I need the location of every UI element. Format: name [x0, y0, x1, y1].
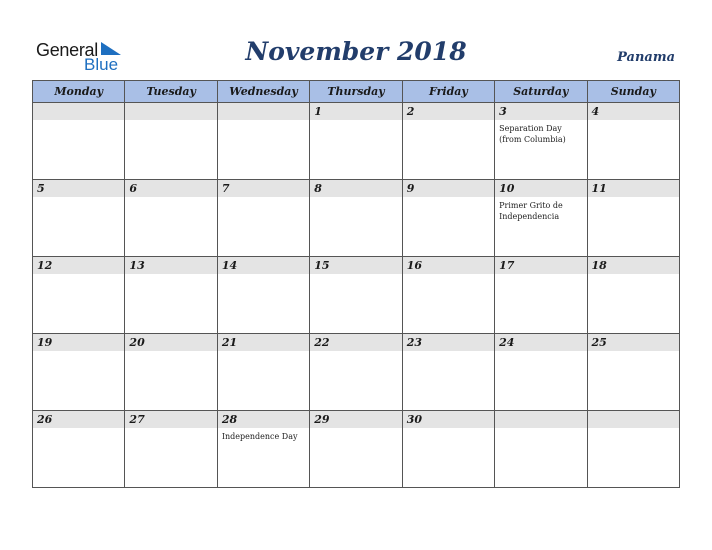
day-cell [217, 103, 309, 180]
day-number [588, 411, 679, 428]
day-number: 28 [218, 411, 309, 428]
day-number: 29 [310, 411, 401, 428]
day-number: 7 [218, 180, 309, 197]
day-number: 26 [33, 411, 124, 428]
day-number: 25 [588, 334, 679, 351]
week-row [33, 257, 680, 334]
day-number: 1 [310, 103, 401, 120]
day-number: 17 [495, 257, 586, 274]
day-cell [33, 411, 125, 488]
day-number: 23 [403, 334, 494, 351]
day-cell [125, 103, 217, 180]
day-cell [495, 334, 587, 411]
day-number: 15 [310, 257, 401, 274]
day-number: 16 [403, 257, 494, 274]
weekday-header: Sunday [587, 81, 679, 103]
holiday-label: Primer Grito de Independencia [499, 201, 563, 221]
day-cell [217, 257, 309, 334]
logo-text-blue: Blue [84, 55, 119, 74]
day-cell [495, 411, 587, 488]
week-row [33, 411, 680, 488]
day-cell [310, 411, 402, 488]
day-number: 10 [495, 180, 586, 197]
weekday-header: Thursday [310, 81, 402, 103]
weekday-header: Tuesday [125, 81, 217, 103]
day-cell [587, 411, 679, 488]
week-row [33, 103, 680, 180]
day-number: 2 [403, 103, 494, 120]
day-number: 9 [403, 180, 494, 197]
country-label: Panama [617, 50, 675, 65]
day-number: 4 [588, 103, 679, 120]
day-cell [125, 180, 217, 257]
weekday-header-row [33, 81, 680, 103]
day-number: 19 [33, 334, 124, 351]
week-row [33, 180, 680, 257]
day-cell [587, 180, 679, 257]
day-cell [125, 411, 217, 488]
holiday-label: Independence Day [221, 432, 298, 441]
day-cell [33, 334, 125, 411]
day-cell [402, 103, 494, 180]
day-cell [33, 180, 125, 257]
day-number: 30 [403, 411, 494, 428]
day-number [495, 411, 586, 428]
day-cell [310, 334, 402, 411]
day-number: 6 [125, 180, 216, 197]
day-cell [217, 411, 309, 488]
day-cell [402, 334, 494, 411]
day-cell [587, 257, 679, 334]
logo-text-general: General [36, 40, 98, 60]
day-number: 5 [33, 180, 124, 197]
day-cell [495, 180, 587, 257]
day-number: 22 [310, 334, 401, 351]
day-cell [495, 257, 587, 334]
day-number: 13 [125, 257, 216, 274]
day-number: 27 [125, 411, 216, 428]
day-cell [125, 257, 217, 334]
day-number: 20 [125, 334, 216, 351]
day-cell [310, 103, 402, 180]
weekday-header: Wednesday [217, 81, 309, 103]
day-cell [33, 103, 125, 180]
day-number: 21 [218, 334, 309, 351]
day-cell [125, 334, 217, 411]
weekday-header: Friday [402, 81, 494, 103]
weekday-header: Monday [33, 81, 125, 103]
holiday-label: Separation Day (from Columbia) [499, 124, 566, 144]
day-number: 12 [33, 257, 124, 274]
day-cell [310, 180, 402, 257]
day-cell [402, 257, 494, 334]
day-cell [217, 334, 309, 411]
day-number: 3 [495, 103, 586, 120]
day-number: 11 [588, 180, 679, 197]
day-cell [310, 257, 402, 334]
day-cell [495, 103, 587, 180]
weekday-header: Saturday [495, 81, 587, 103]
day-number: 8 [310, 180, 401, 197]
day-number [125, 103, 216, 120]
calendar-grid [32, 80, 680, 488]
day-cell [402, 180, 494, 257]
day-cell [402, 411, 494, 488]
week-row [33, 334, 680, 411]
day-number: 24 [495, 334, 586, 351]
day-number: 18 [588, 257, 679, 274]
day-cell [33, 257, 125, 334]
day-cell [587, 334, 679, 411]
day-number: 14 [218, 257, 309, 274]
day-cell [587, 103, 679, 180]
calendar-title: November 2018 [245, 37, 467, 66]
day-cell [217, 180, 309, 257]
day-number [33, 103, 124, 120]
day-number [218, 103, 309, 120]
